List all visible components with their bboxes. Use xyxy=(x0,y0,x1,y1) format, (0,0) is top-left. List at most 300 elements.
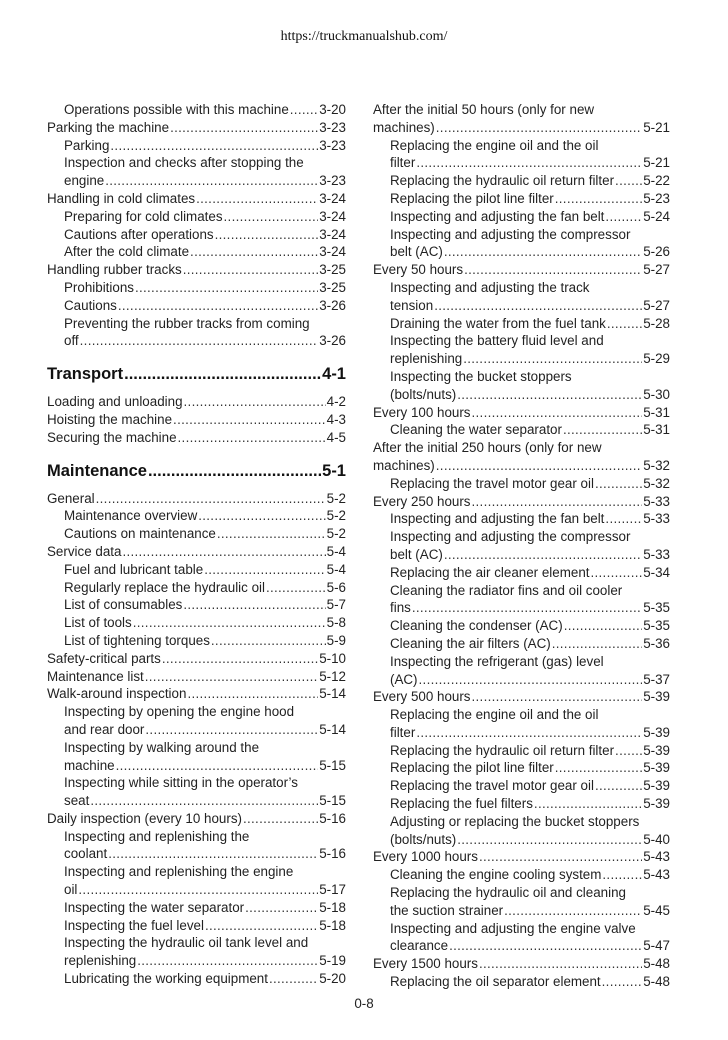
dot-leader xyxy=(479,848,642,866)
entry-page-ref: 5-15 xyxy=(319,757,346,773)
entry-page-ref: 5-33 xyxy=(643,546,670,562)
entry-title: Cleaning the engine cooling system xyxy=(390,867,602,883)
entry-page-ref: 5-20 xyxy=(319,971,346,987)
entry-title: machines) xyxy=(373,457,435,473)
dot-leader xyxy=(148,460,321,482)
toc-entry[interactable] xyxy=(373,866,670,884)
dot-leader xyxy=(463,350,642,368)
toc-entry[interactable] xyxy=(47,208,346,226)
dot-leader xyxy=(472,404,643,422)
toc-entry[interactable] xyxy=(47,525,346,543)
toc-entry-line: Inspecting the refrigerant (gas) level xyxy=(390,653,604,669)
dot-leader xyxy=(217,525,326,543)
entry-page-ref: 5-21 xyxy=(643,155,670,171)
toc-entry[interactable] xyxy=(47,490,346,508)
toc-entry[interactable] xyxy=(373,635,670,653)
entry-page-ref: 5-16 xyxy=(319,810,346,826)
entry-page-ref: 5-15 xyxy=(319,793,346,809)
entry-page-ref: 5-18 xyxy=(319,917,346,933)
entry-title: Securing the machine xyxy=(47,429,177,445)
dot-leader xyxy=(591,564,643,582)
dot-leader xyxy=(444,546,642,564)
toc-entry[interactable] xyxy=(373,297,670,315)
entry-page-ref: 5-45 xyxy=(643,902,670,918)
dot-leader xyxy=(472,493,643,511)
toc-entry[interactable] xyxy=(373,119,670,137)
toc-entry-line: Adjusting or replacing the bucket stoppers xyxy=(390,813,640,829)
entry-title: List of tools xyxy=(64,615,132,631)
dot-leader xyxy=(170,119,318,137)
entry-page-ref: 5-33 xyxy=(643,511,670,527)
entry-title: Safety-critical parts xyxy=(47,650,161,666)
toc-entry-line: Inspecting and adjusting the track xyxy=(390,279,590,295)
entry-page-ref: 5-43 xyxy=(643,849,670,865)
dot-leader xyxy=(116,757,319,775)
entry-title: Replacing the hydraulic oil return filter xyxy=(390,173,615,189)
entry-title: Maintenance overview xyxy=(64,508,198,524)
entry-title: Replacing the hydraulic oil return filter xyxy=(390,742,615,758)
entry-title: General xyxy=(47,490,95,506)
dot-leader xyxy=(133,614,326,632)
entry-title: Cleaning the water separator xyxy=(390,422,562,438)
toc-entry-line: Inspecting and adjusting the compressor xyxy=(390,226,631,242)
toc-entry-line: Inspecting and adjusting the compressor xyxy=(390,529,631,545)
toc-entry[interactable] xyxy=(373,795,670,813)
toc-entry[interactable] xyxy=(47,810,346,828)
toc-entry[interactable] xyxy=(373,671,670,689)
toc-entry-line: Cleaning the radiator fins and oil cooler xyxy=(390,582,623,598)
entry-page-ref: 4-3 xyxy=(326,411,346,427)
entry-page-ref: 5-22 xyxy=(643,173,670,189)
toc-entry[interactable] xyxy=(373,386,670,404)
source-url: https://truckmanualshub.com/ xyxy=(280,29,448,44)
entry-title: off xyxy=(64,333,79,349)
toc-entry[interactable] xyxy=(47,881,346,899)
entry-page-ref: 5-19 xyxy=(319,953,346,969)
dot-leader xyxy=(211,632,326,650)
toc-entry[interactable] xyxy=(47,393,346,411)
entry-title: Cleaning the condenser (AC) xyxy=(390,618,563,634)
entry-title: Handling rubber tracks xyxy=(47,262,182,278)
entry-page-ref: 5-2 xyxy=(326,490,346,506)
entry-page-ref: 5-4 xyxy=(326,561,346,577)
entry-page-ref: 5-31 xyxy=(643,422,670,438)
entry-title: Replacing the oil separator element xyxy=(390,974,601,990)
dot-leader xyxy=(552,635,642,653)
dot-leader xyxy=(205,917,318,935)
entry-title: oil xyxy=(64,882,78,898)
toc-entry-line: Inspecting the hydraulic oil tank level and xyxy=(64,935,309,951)
dot-leader xyxy=(555,190,642,208)
toc-entry-line: After the initial 250 hours (only for new xyxy=(373,440,602,456)
dot-leader xyxy=(444,243,642,261)
toc-entry[interactable] xyxy=(373,315,670,333)
toc-entry[interactable] xyxy=(373,759,670,777)
dot-leader xyxy=(449,937,642,955)
toc-entry[interactable] xyxy=(373,404,670,422)
dot-leader xyxy=(434,297,642,315)
entry-page-ref: 5-10 xyxy=(319,650,346,666)
toc-entry[interactable] xyxy=(47,243,346,261)
entry-page-ref: 5-36 xyxy=(643,635,670,651)
entry-page-ref: 5-28 xyxy=(643,315,670,331)
dot-leader xyxy=(224,208,319,226)
entry-title: Every 250 hours xyxy=(373,493,471,509)
dot-leader xyxy=(534,795,642,813)
entry-title: seat xyxy=(64,793,90,809)
entry-title: Loading and unloading xyxy=(47,394,183,410)
entry-page-ref: 5-21 xyxy=(643,119,670,135)
toc-entry-line: Inspecting the bucket stoppers xyxy=(390,368,572,384)
toc-entry[interactable] xyxy=(373,243,670,261)
dot-leader xyxy=(137,952,318,970)
entry-title: Parking the machine xyxy=(47,119,170,135)
dot-leader xyxy=(602,866,642,884)
dot-leader xyxy=(90,792,318,810)
entry-page-ref: 5-39 xyxy=(643,724,670,740)
entry-page-ref: 5-16 xyxy=(319,846,346,862)
dot-leader xyxy=(108,845,318,863)
entry-page-ref: 5-31 xyxy=(643,404,670,420)
entry-page-ref: 5-37 xyxy=(643,671,670,687)
entry-page-ref: 4-2 xyxy=(326,394,346,410)
dot-leader xyxy=(436,457,642,475)
entry-page-ref: 3-24 xyxy=(319,208,346,224)
section-title: Transport xyxy=(47,365,124,384)
dot-leader xyxy=(457,386,642,404)
entry-title: belt (AC) xyxy=(390,244,443,260)
entry-title: machine xyxy=(64,757,115,773)
toc-entry[interactable] xyxy=(47,429,346,447)
entry-page-ref: 5-12 xyxy=(319,668,346,684)
entry-title: Handling in cold climates xyxy=(47,190,196,206)
entry-page-ref: 5-4 xyxy=(326,543,346,559)
toc-entry[interactable] xyxy=(373,724,670,742)
entry-page-ref: 3-25 xyxy=(319,262,346,278)
entry-title: Regularly replace the hydraulic oil xyxy=(64,579,265,595)
toc-entry[interactable] xyxy=(373,350,670,368)
toc-entry[interactable] xyxy=(47,507,346,525)
toc-entry[interactable] xyxy=(47,190,346,208)
toc-entry[interactable] xyxy=(47,792,346,810)
toc-entry[interactable] xyxy=(373,973,670,991)
entry-page-ref: 3-25 xyxy=(319,279,346,295)
entry-title: Lubricating the working equipment xyxy=(64,971,268,987)
dot-leader xyxy=(605,510,642,528)
entry-title: Parking xyxy=(64,137,110,153)
dot-leader xyxy=(78,881,318,899)
entry-title: coolant xyxy=(64,846,108,862)
entry-title: Daily inspection (every 10 hours) xyxy=(47,810,242,826)
entry-title: Operations possible with this machine xyxy=(64,102,289,117)
entry-page-ref: 5-23 xyxy=(643,190,670,206)
dot-leader xyxy=(555,759,642,777)
entry-title: Replacing the fuel filters xyxy=(390,796,533,812)
entry-page-ref: 3-23 xyxy=(319,119,346,135)
dot-leader xyxy=(124,363,321,385)
dot-leader xyxy=(436,119,642,137)
entry-title: Every 500 hours xyxy=(373,689,471,705)
entry-page-ref: 3-26 xyxy=(319,333,346,349)
toc-entry[interactable] xyxy=(47,917,346,935)
entry-title: (bolts/nuts) xyxy=(390,386,457,402)
toc-entry[interactable] xyxy=(47,137,346,155)
dot-leader xyxy=(204,561,325,579)
entry-title: (AC) xyxy=(390,671,418,687)
entry-page-ref: 5-48 xyxy=(643,956,670,972)
entry-title: Cleaning the air filters (AC) xyxy=(390,635,551,651)
entry-title: List of tightening torques xyxy=(64,632,210,648)
entry-title: the suction strainer xyxy=(390,902,504,918)
entry-page-ref: 5-32 xyxy=(643,475,670,491)
toc-entry[interactable] xyxy=(373,261,670,279)
toc-section-heading xyxy=(47,363,346,385)
toc-entry[interactable] xyxy=(373,564,670,582)
dot-leader xyxy=(105,172,318,190)
toc-entry[interactable] xyxy=(373,208,670,226)
entry-title: Walk-around inspection xyxy=(47,686,187,702)
entry-page-ref: 3-24 xyxy=(319,226,346,242)
dot-leader xyxy=(564,617,643,635)
toc-entry[interactable] xyxy=(373,154,670,172)
entry-title: and rear door xyxy=(64,721,145,737)
entry-page-ref: 5-35 xyxy=(643,618,670,634)
toc-entry[interactable] xyxy=(373,902,670,920)
toc-entry[interactable] xyxy=(373,688,670,706)
entry-title: engine xyxy=(64,173,105,189)
entry-title: Hoisting the machine xyxy=(47,411,173,427)
entry-title: Service data xyxy=(47,543,122,559)
toc-entry[interactable] xyxy=(47,226,346,244)
toc-entry[interactable] xyxy=(373,172,670,190)
dot-leader xyxy=(110,137,318,155)
dot-leader xyxy=(595,475,642,493)
toc-entry[interactable] xyxy=(47,561,346,579)
entry-title: Replacing the travel motor gear oil xyxy=(390,475,594,491)
toc-entry-line: Preventing the rubber tracks from coming xyxy=(64,315,310,331)
toc-entry-line: Replacing the engine oil and the oil xyxy=(390,707,599,723)
dot-leader xyxy=(178,429,326,447)
dot-leader xyxy=(602,973,643,991)
toc-entry[interactable] xyxy=(47,614,346,632)
entry-title: Inspecting the water separator xyxy=(64,899,245,915)
entry-title: Every 50 hours xyxy=(373,262,464,278)
toc-entry[interactable] xyxy=(47,899,346,917)
toc-entry[interactable] xyxy=(47,579,346,597)
section-page-ref: 5-1 xyxy=(322,461,346,480)
toc-entry[interactable] xyxy=(373,457,670,475)
toc-entry[interactable] xyxy=(373,777,670,795)
toc-entry[interactable] xyxy=(47,685,346,703)
dot-leader xyxy=(615,742,642,760)
toc-entry[interactable] xyxy=(47,261,346,279)
entry-title: Inspecting and adjusting the fan belt xyxy=(390,511,605,527)
section-title: Maintenance xyxy=(47,461,147,480)
toc-column-left xyxy=(47,101,346,988)
toc-entry[interactable] xyxy=(373,955,670,973)
toc-entry[interactable] xyxy=(373,742,670,760)
entry-title: clearance xyxy=(390,938,449,954)
toc-entry[interactable] xyxy=(47,297,346,315)
dot-leader xyxy=(173,411,326,429)
entry-page-ref: 5-43 xyxy=(643,867,670,883)
toc-entry-line: Inspecting and replenishing the xyxy=(64,828,250,844)
toc-entry-line: Replacing the hydraulic oil and cleaning xyxy=(390,885,626,901)
toc-entry[interactable] xyxy=(373,617,670,635)
entry-title: Replacing the pilot line filter xyxy=(390,190,554,206)
toc-entry[interactable] xyxy=(373,599,670,617)
entry-page-ref: 3-23 xyxy=(319,173,346,189)
dot-leader xyxy=(190,243,318,261)
entry-title: After the cold climate xyxy=(64,244,190,260)
entry-page-ref: 5-14 xyxy=(319,721,346,737)
toc-entry-line: Inspection and checks after stopping the xyxy=(64,155,304,171)
entry-title: Replacing the pilot line filter xyxy=(390,760,554,776)
dot-leader xyxy=(266,579,326,597)
dot-leader xyxy=(605,208,642,226)
entry-page-ref: 5-26 xyxy=(643,244,670,260)
entry-title: Inspecting the fuel level xyxy=(64,917,204,933)
toc-entry[interactable] xyxy=(373,190,670,208)
toc-entry[interactable] xyxy=(373,475,670,493)
toc-entry[interactable] xyxy=(47,952,346,970)
toc-entry[interactable] xyxy=(47,845,346,863)
entry-page-ref: 5-40 xyxy=(643,831,670,847)
dot-leader xyxy=(215,226,319,244)
dot-leader xyxy=(145,668,318,686)
entry-page-ref: 5-9 xyxy=(326,632,346,648)
entry-title: Draining the water from the fuel tank xyxy=(390,315,606,331)
entry-page-ref: 3-24 xyxy=(319,190,346,206)
entry-title: filter xyxy=(390,155,416,171)
toc-entry-line: Inspecting and replenishing the engine xyxy=(64,864,294,880)
entry-page-ref: 5-39 xyxy=(643,796,670,812)
entry-page-ref: 5-2 xyxy=(326,508,346,524)
toc-entry[interactable] xyxy=(47,970,346,988)
toc-entry-line: Inspecting and adjusting the engine valve xyxy=(390,920,636,936)
dot-leader xyxy=(290,101,318,119)
entry-page-ref: 5-17 xyxy=(319,882,346,898)
dot-leader xyxy=(243,810,318,828)
dot-leader xyxy=(479,955,642,973)
toc-entry[interactable] xyxy=(47,543,346,561)
toc-entry[interactable] xyxy=(373,848,670,866)
dot-leader xyxy=(416,154,642,172)
entry-title: Cautions on maintenance xyxy=(64,526,216,542)
dot-leader xyxy=(183,596,325,614)
dot-leader xyxy=(269,970,318,988)
entry-title: Replacing the travel motor gear oil xyxy=(390,778,594,794)
dot-leader xyxy=(419,671,643,689)
entry-title: Preparing for cold climates xyxy=(64,208,223,224)
toc-entry[interactable] xyxy=(373,831,670,849)
toc-entry[interactable] xyxy=(47,101,346,119)
entry-page-ref: 5-24 xyxy=(643,208,670,224)
entry-page-ref: 5-39 xyxy=(643,760,670,776)
toc-entry[interactable] xyxy=(47,332,346,350)
entry-page-ref: 5-47 xyxy=(643,938,670,954)
entry-title: filter xyxy=(390,724,416,740)
entry-page-ref: 5-7 xyxy=(326,597,346,613)
dot-leader xyxy=(472,688,643,706)
toc-entry[interactable] xyxy=(373,937,670,955)
entry-title: List of consumables xyxy=(64,597,183,613)
entry-page-ref: 5-8 xyxy=(326,615,346,631)
dot-leader xyxy=(198,507,325,525)
toc-entry[interactable] xyxy=(47,119,346,137)
toc-entry[interactable] xyxy=(373,421,670,439)
toc-entry-line: Inspecting while sitting in the operator’s xyxy=(64,775,298,791)
toc-entry[interactable] xyxy=(47,596,346,614)
dot-leader xyxy=(183,261,318,279)
entry-title: replenishing xyxy=(390,351,463,367)
entry-page-ref: 5-35 xyxy=(643,600,670,616)
entry-page-ref: 3-26 xyxy=(319,297,346,313)
entry-page-ref: 5-33 xyxy=(643,493,670,509)
entry-title: fins xyxy=(390,600,411,616)
dot-leader xyxy=(504,902,642,920)
dot-leader xyxy=(464,261,642,279)
entry-title: (bolts/nuts) xyxy=(390,831,457,847)
entry-title: machines) xyxy=(373,119,435,135)
dot-leader xyxy=(607,315,642,333)
toc-entry[interactable] xyxy=(47,650,346,668)
entry-title: Prohibitions xyxy=(64,279,134,295)
toc-entry[interactable] xyxy=(373,546,670,564)
entry-page-ref: 5-27 xyxy=(643,297,670,313)
dot-leader xyxy=(145,721,318,739)
toc-entry[interactable] xyxy=(47,172,346,190)
dot-leader xyxy=(80,332,319,350)
toc-column-right xyxy=(373,101,670,991)
entry-page-ref: 5-14 xyxy=(319,686,346,702)
dot-leader xyxy=(245,899,318,917)
toc-entry[interactable] xyxy=(47,411,346,429)
entry-page-ref: 3-24 xyxy=(319,244,346,260)
toc-entry[interactable] xyxy=(373,493,670,511)
toc-entry[interactable] xyxy=(47,279,346,297)
toc-entry[interactable] xyxy=(47,757,346,775)
entry-page-ref: 5-34 xyxy=(643,564,670,580)
toc-section-heading xyxy=(47,460,346,482)
toc-entry[interactable] xyxy=(373,510,670,528)
entry-title: Maintenance list xyxy=(47,668,144,684)
entry-title: Every 1500 hours xyxy=(373,956,478,972)
entry-page-ref: 5-2 xyxy=(326,526,346,542)
dot-leader xyxy=(162,650,318,668)
dot-leader xyxy=(187,685,318,703)
toc-entry-line: Inspecting by opening the engine hood xyxy=(64,704,295,720)
entry-page-ref: 5-39 xyxy=(643,742,670,758)
entry-page-ref: 3-23 xyxy=(319,137,346,153)
entry-title: Inspecting and adjusting the fan belt xyxy=(390,208,605,224)
entry-title: belt (AC) xyxy=(390,546,443,562)
entry-title: Cautions after operations xyxy=(64,226,214,242)
entry-page-ref: 5-32 xyxy=(643,457,670,473)
entry-title: Cautions xyxy=(64,297,117,313)
dot-leader xyxy=(615,172,642,190)
entry-title: Every 100 hours xyxy=(373,404,471,420)
dot-leader xyxy=(135,279,318,297)
dot-leader xyxy=(563,421,642,439)
toc-entry[interactable] xyxy=(47,721,346,739)
entry-title: Replacing the air cleaner element xyxy=(390,564,590,580)
entry-page-ref: 5-18 xyxy=(319,899,346,915)
section-page-ref: 4-1 xyxy=(322,365,346,384)
toc-entry-line: Replacing the engine oil and the oil xyxy=(390,137,599,153)
toc-entry[interactable] xyxy=(47,632,346,650)
toc-entry[interactable] xyxy=(47,668,346,686)
